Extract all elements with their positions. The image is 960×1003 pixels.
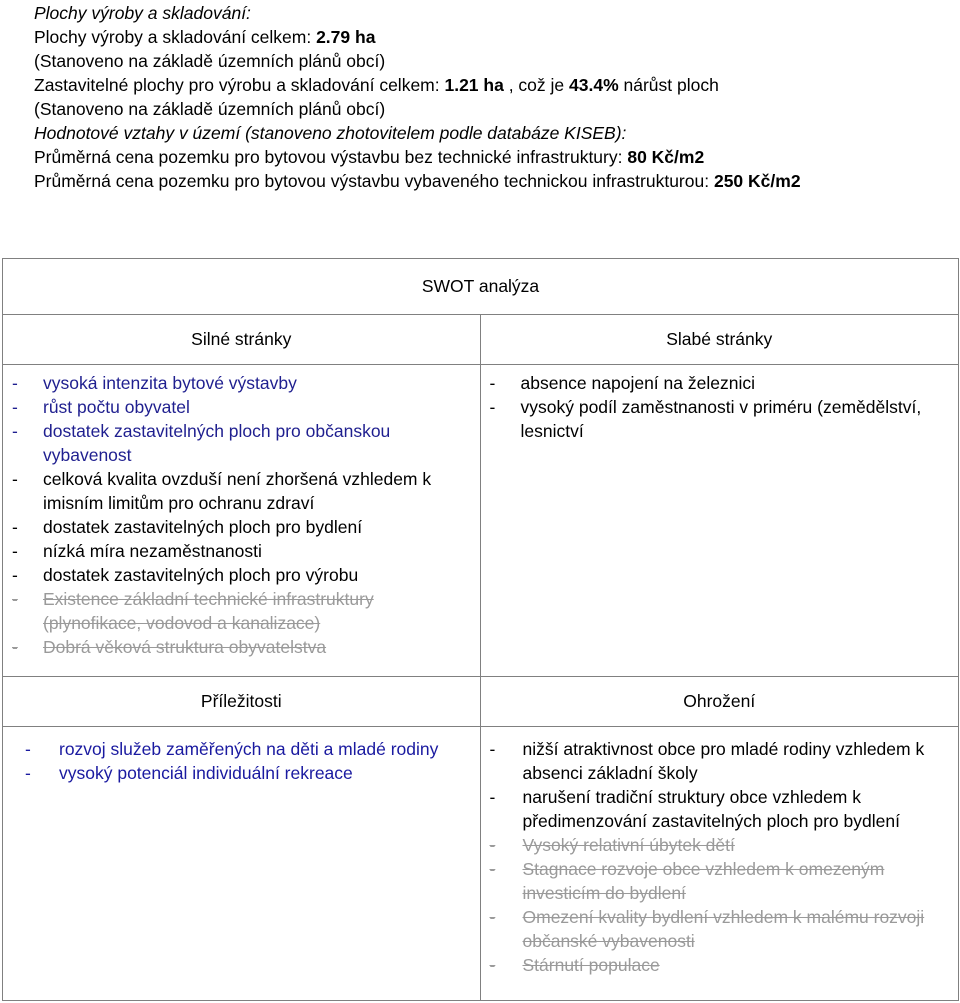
source-note: (Stanoveno na základě územních plánů obcí) [34,99,386,119]
list-item: - narušení tradiční struktury obce vzhledem k předimenzování zastavitelných ploch pro bydlení [489,787,900,831]
list-item-struck: - Dobrá věková struktura obyvatelstva [12,637,327,657]
opportunities-header: Příležitosti [3,677,480,727]
land-price-with-infra: Průměrná cena pozemku pro bytovou výstavbu vybaveného technickou infrastrukturou: 250 Kč/m2 [34,171,801,191]
list-item: - nižší atraktivnost obce pro mladé rodiny vzhledem k absenci základní školy [489,739,925,783]
opportunities-cell [3,677,481,1000]
value-relations-heading: Hodnotové vztahy v území (stanoveno zhotovitelem podle databáze KISEB): [34,123,627,143]
list-item: - vysoký podíl zaměstnanosti v priméru (zemědělství, lesnictví [489,397,922,441]
threats-header: Ohrožení [481,677,959,727]
section-heading: Plochy výroby a skladování: [34,3,251,23]
buildable-area-total: Zastavitelné plochy pro výrobu a skladování celkem: 1.21 ha , což je 43.4% nárůst ploch [34,75,719,95]
list-item: - dostatek zastavitelných ploch pro občanskou vybavenost [12,421,391,465]
strengths-header: Silné stránky [3,315,480,365]
list-item-struck: - Stagnace rozvoje obce vzhledem k omezeným investicím do bydlení [489,859,885,903]
intro-text [34,1,954,193]
list-item: - celková kvalita ovzduší není zhoršená vzhledem k imisním limitům pro ochranu zdraví [12,469,432,513]
weaknesses-cell [481,315,959,677]
strengths-cell [3,315,481,677]
land-price-without-infra: Průměrná cena pozemku pro bytovou výstavbu bez technické infrastruktury: 80 Kč/m2 [34,147,705,167]
list-item: - nízká míra nezaměstnanosti [12,541,262,561]
list-item: - dostatek zastavitelných ploch pro bydlení [12,517,363,537]
opportunities-list [3,737,480,785]
list-item: - vysoká intenzita bytové výstavby [12,373,297,393]
list-item: - vysoký potenciál individuální rekreace [25,763,353,783]
weaknesses-list [481,371,959,443]
strengths-list [3,371,480,659]
production-area-total: Plochy výroby a skladování celkem: 2.79 ha [34,27,376,47]
list-item: - dostatek zastavitelných ploch pro výrobu [12,565,359,585]
list-item-struck: - Existence základní technické infrastruktury (plynofikace, vodovod a kanalizace) [12,589,374,633]
list-item: - růst počtu obyvatel [12,397,190,417]
list-item-struck: - Omezení kvality bydlení vzhledem k malému rozvoji občanské vybavenosti [489,907,925,951]
swot-title: SWOT analýza [3,259,958,315]
threats-cell [481,677,959,1000]
swot-table [2,258,959,1001]
source-note: (Stanoveno na základě územních plánů obcí) [34,51,386,71]
swot-row-top [3,315,958,677]
list-item-struck: - Vysoký relativní úbytek dětí [489,835,735,855]
list-item-struck: - Stárnutí populace [489,955,660,975]
threats-list [481,737,959,977]
list-item: - absence napojení na železnici [489,373,755,393]
swot-row-bottom [3,677,958,1000]
weaknesses-header: Slabé stránky [481,315,959,365]
list-item: - rozvoj služeb zaměřených na děti a mladé rodiny [25,739,439,759]
